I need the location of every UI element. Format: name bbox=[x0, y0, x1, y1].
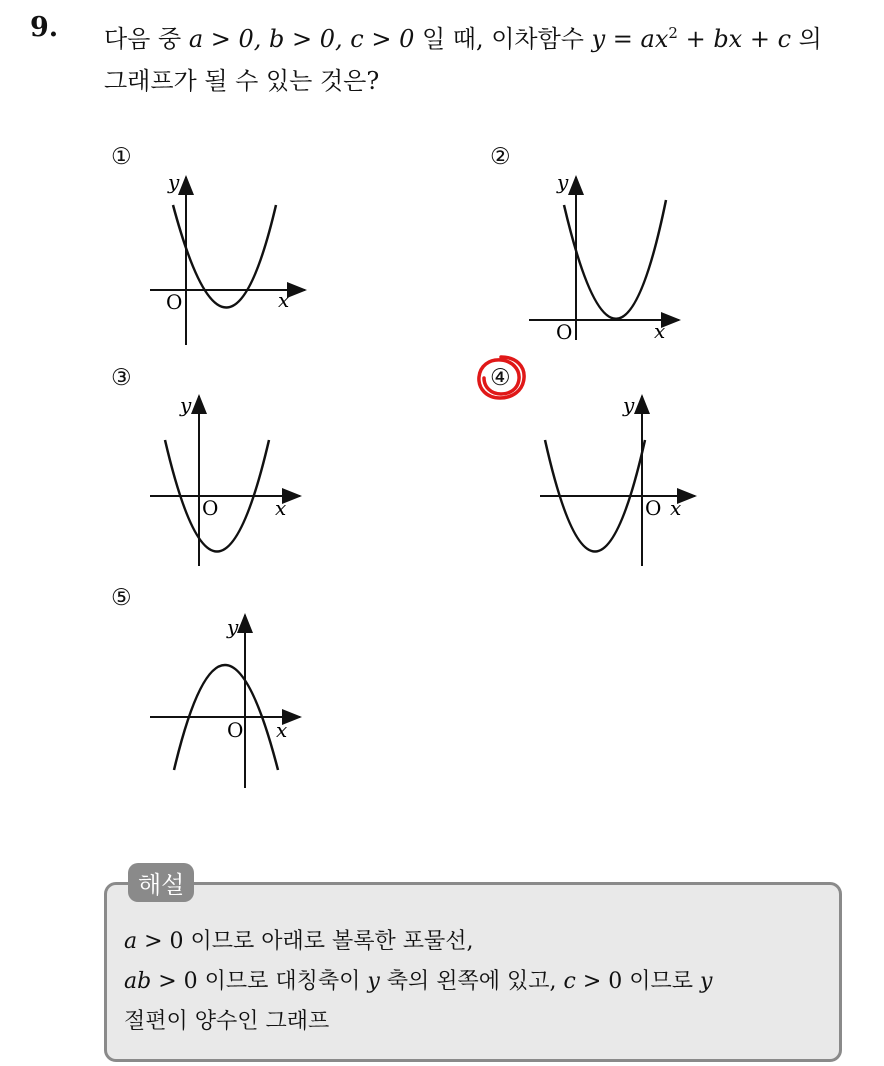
origin-label: O bbox=[166, 290, 183, 314]
solution-var-y: y bbox=[367, 969, 380, 994]
y-axis-label: y bbox=[180, 393, 192, 417]
solution-line2-mid2: 축의 왼쪽에 있고, bbox=[379, 969, 564, 994]
choice-graph-1[interactable] bbox=[140, 165, 310, 355]
solution-line-2 bbox=[124, 962, 834, 1002]
choice-label-4[interactable]: ④ bbox=[490, 365, 511, 391]
y-axis-label: y bbox=[168, 170, 180, 194]
function-eq: = bbox=[605, 25, 641, 53]
condition-c: c > 0 bbox=[350, 25, 415, 53]
choice-graph-5[interactable] bbox=[140, 610, 310, 795]
x-axis-label: x bbox=[276, 718, 288, 742]
y-axis-label: y bbox=[623, 393, 635, 417]
solution-var-ab: ab bbox=[124, 969, 152, 994]
condition-b: b > 0, bbox=[269, 25, 351, 53]
question-prefix: 다음 중 bbox=[104, 25, 189, 53]
function-bx: bx bbox=[713, 25, 743, 53]
function-exponent: 2 bbox=[668, 24, 678, 42]
x-axis-label: x bbox=[275, 496, 287, 520]
x-axis-label: x bbox=[654, 319, 666, 343]
solution-text bbox=[124, 922, 834, 1042]
parabola bbox=[173, 205, 276, 308]
function-c: c bbox=[777, 25, 792, 53]
origin-label: O bbox=[556, 320, 573, 344]
question-line2: 그래프가 될 수 있는 것은? bbox=[104, 67, 380, 95]
solution-line2-mid3: > 0 이므로 bbox=[575, 969, 701, 994]
function-plus1: + bbox=[677, 25, 714, 53]
y-axis-label: y bbox=[557, 170, 569, 194]
solution-var-y2: y bbox=[700, 969, 713, 994]
solution-tag: 해설 bbox=[128, 863, 194, 902]
function-ax: ax bbox=[640, 25, 669, 53]
solution-var-a: a bbox=[124, 929, 138, 954]
parabola bbox=[564, 200, 666, 319]
question-mid: 일 때, 이차함수 bbox=[414, 25, 592, 53]
answer-circle-mark bbox=[474, 352, 528, 402]
choice-label-5[interactable]: ⑤ bbox=[111, 585, 132, 611]
origin-label: O bbox=[645, 496, 662, 520]
choice-label-3[interactable]: ③ bbox=[111, 365, 132, 391]
y-axis-label: y bbox=[227, 615, 239, 639]
condition-a: a > 0, bbox=[188, 25, 270, 53]
origin-label: O bbox=[202, 496, 219, 520]
choice-graph-2[interactable] bbox=[524, 165, 694, 350]
x-axis-label: x bbox=[278, 288, 290, 312]
solution-var-c: c bbox=[563, 969, 576, 994]
question-suffix: 의 bbox=[791, 25, 822, 53]
choice-graph-3[interactable] bbox=[140, 388, 310, 573]
function-y: y bbox=[591, 25, 606, 53]
question-text bbox=[104, 12, 874, 102]
question-number: 9. bbox=[30, 12, 59, 43]
choice-label-2[interactable]: ② bbox=[490, 144, 511, 170]
solution-line-3: 절편이 양수인 그래프 bbox=[124, 1009, 330, 1034]
choice-graph-4[interactable] bbox=[530, 388, 705, 573]
choice-label-1[interactable]: ① bbox=[111, 144, 132, 170]
solution-line2-mid: > 0 이므로 대칭축이 bbox=[151, 969, 368, 994]
solution-line1-rest: > 0 이므로 아래로 볼록한 포물선, bbox=[137, 929, 474, 954]
origin-label: O bbox=[227, 718, 244, 742]
function-plus2: + bbox=[742, 25, 778, 53]
x-axis-label: x bbox=[670, 496, 682, 520]
solution-line-1 bbox=[124, 922, 834, 962]
